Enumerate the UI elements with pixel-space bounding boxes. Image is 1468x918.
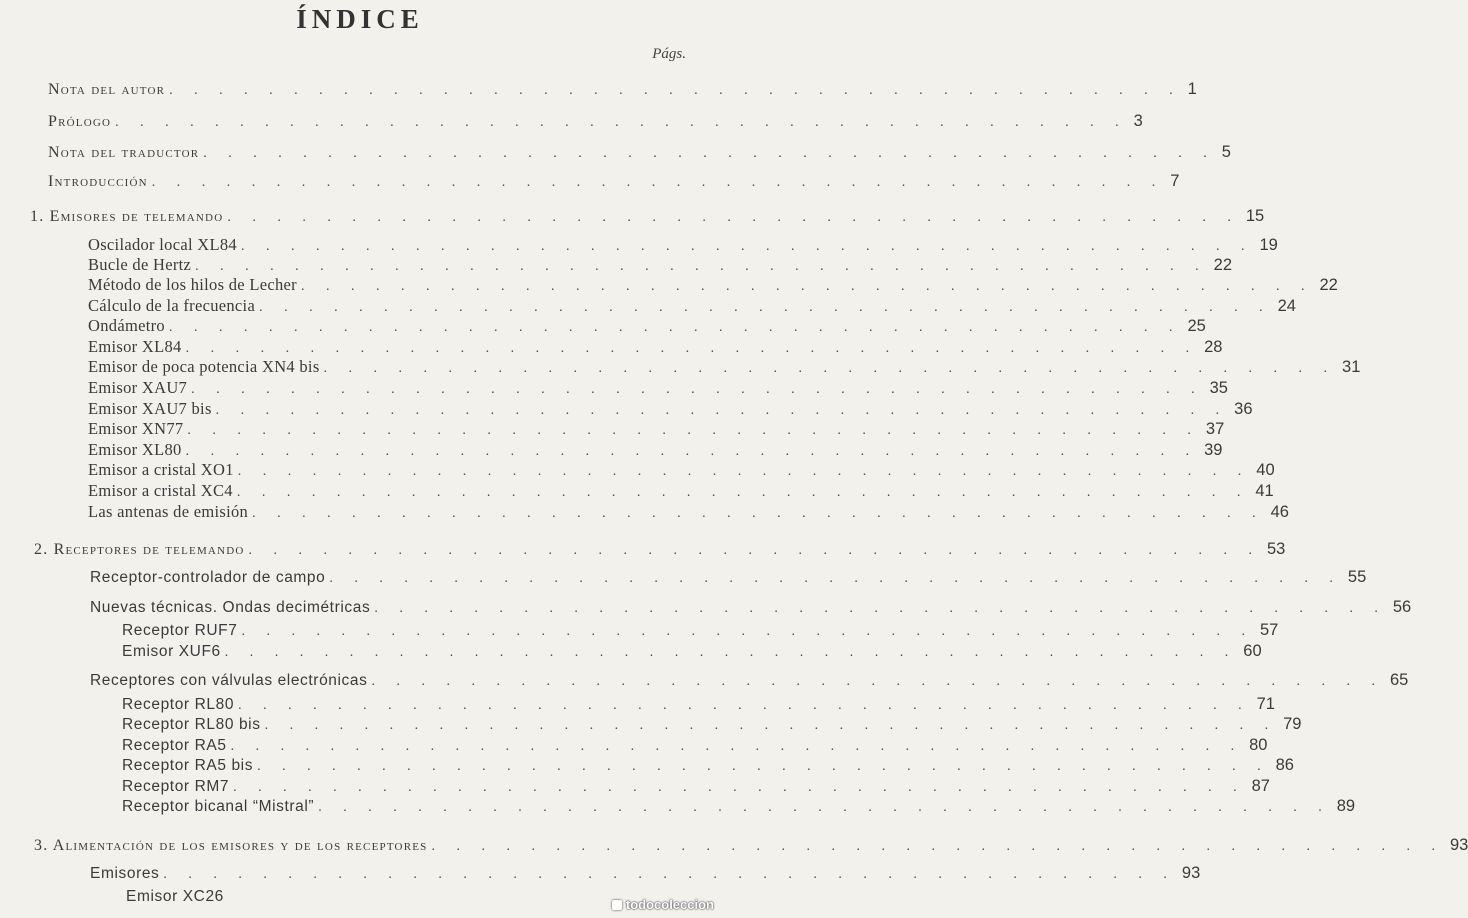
toc-entry <box>88 275 1338 297</box>
toc-entry-label: Las antenas de emisión <box>88 502 249 521</box>
toc-entry-page: 65 <box>1389 671 1409 689</box>
leader-dots: . . . . . . . . . . . . . . . . . . . . . . . . . . . . . . . . . . . . . . . . . <box>195 259 1208 274</box>
toc-entry-page: 57 <box>1259 621 1279 639</box>
toc-entry-label: Cálculo de la frecuencia <box>88 296 256 315</box>
toc-entry-label: Método de los hilos de Lecher <box>88 275 297 294</box>
toc-entry <box>90 864 1201 886</box>
toc-entry-label: Oscilador local XL84 <box>88 235 237 254</box>
toc-entry-label: Receptor RUF7 <box>122 622 238 639</box>
toc-entry-page: 3 <box>1133 112 1143 130</box>
toc-entry-page: 28 <box>1204 338 1223 356</box>
toc-entry-page: 35 <box>1209 379 1228 397</box>
leader-dots: . . . . . . . . . . . . . . . . . . . . . . . . . . . . . . . . . . . . . . . . . <box>203 146 1216 161</box>
toc-entry <box>48 80 1197 102</box>
toc-entry-page: 89 <box>1336 797 1356 815</box>
leader-dots: . . . . . . . . . . . . . . . . . . . . . . . . . . . . . . . . . . . . . . . . . <box>371 674 1384 689</box>
leader-dots: . . . . . . . . . . . . . . . . . . . . . . . . . . . . . . . . . . . . . . . . . <box>151 175 1165 190</box>
toc-entry <box>122 777 1270 799</box>
toc-chapter <box>34 540 1286 562</box>
pages-column-header: Págs. <box>652 46 686 62</box>
toc-entry <box>122 797 1356 819</box>
leader-dots: . . . . . . . . . . . . . . . . . . . . . . . . . . . . . . . . . . . . . . . . . <box>300 279 1314 294</box>
leader-dots: . . . . . . . . . . . . . . . . . . . . . . . . . . . . . . . . . . . . . . . . . <box>238 698 1251 713</box>
leader-dots: . . . . . . . . . . . . . . . . . . . . . . . . . . . . . . . . . . . . . . . . . <box>215 403 1229 418</box>
toc-entry-label: Receptor bicanal “Mistral” <box>122 798 315 815</box>
toc-entry-page: 19 <box>1259 236 1278 254</box>
logo-icon <box>612 900 622 910</box>
toc-entry-page: 24 <box>1277 297 1296 315</box>
toc-entry-label: 1. Emisores de telemando <box>30 208 224 225</box>
leader-dots: . . . . . . . . . . . . . . . . . . . . . . . . . . . . . . . . . . . . . . . . . <box>185 341 1199 356</box>
toc-entry <box>48 112 1143 134</box>
toc-entry-label: 2. Receptores de telemando <box>34 541 245 558</box>
toc-entry-page: 46 <box>1270 503 1289 521</box>
toc-entry <box>90 671 1409 693</box>
toc-entry <box>88 296 1296 318</box>
toc-entry <box>88 502 1289 524</box>
toc-entry-label: Receptor RM7 <box>122 778 230 795</box>
leader-dots: . . . . . . . . . . . . . . . . . . . . . . . . . . . . . . . . . . . . . . . . . <box>248 543 1261 558</box>
toc-entry-label: Emisor XC26 <box>126 888 224 905</box>
toc-entry-page: 41 <box>1255 482 1274 500</box>
toc-chapter <box>34 836 1468 858</box>
toc-entry <box>88 357 1361 379</box>
toc-entry-page: 53 <box>1267 540 1286 558</box>
toc-entry-page: 37 <box>1205 420 1225 438</box>
leader-dots: . . . . . . . . . . . . . . . . . . . . . . . . . . . . . . . . . . . . . . . . . <box>191 382 1204 397</box>
toc-entry <box>122 715 1302 737</box>
leader-dots: . . . . . . . . . . . . . . . . . . . . . . . . . . . . . . . . . . . . . . . . . <box>227 210 1240 225</box>
toc-entry-label: Emisor XUF6 <box>122 643 221 660</box>
leader-dots: . . . . . . . . . . . . . . . . . . . . . . . . . . . . . . . . . . . . . . . . . <box>236 485 1250 500</box>
watermark <box>612 897 714 912</box>
toc-entry <box>48 143 1231 165</box>
toc-entry-label: Emisor a cristal XC4 <box>88 481 233 500</box>
toc-entry <box>122 642 1262 664</box>
toc-entry <box>88 481 1274 503</box>
toc-entry-label: Prólogo <box>48 113 112 130</box>
watermark-text: todocoleccion <box>625 897 714 912</box>
toc-entry <box>88 255 1233 277</box>
toc-entry <box>88 316 1206 338</box>
toc-entry-label: Emisor XN77 <box>88 419 184 438</box>
toc-entry-label: Ondámetro <box>88 316 165 335</box>
toc-entry <box>122 756 1294 778</box>
toc-entry-page: 7 <box>1170 172 1180 190</box>
toc-entry-page: 60 <box>1243 642 1262 660</box>
toc-entry <box>90 568 1367 590</box>
toc-entry-label: Emisor XAU7 <box>88 378 188 397</box>
leader-dots: . . . . . . . . . . . . . . . . . . . . . . . . . . . . . . . . . . . . . . . . . <box>431 839 1444 854</box>
toc-entry <box>88 378 1228 400</box>
toc-entry <box>88 235 1278 257</box>
leader-dots: . . . . . . . . . . . . . . . . . . . . . . . . . . . . . . . . . . . . . . . . . <box>374 601 1387 616</box>
toc-entry-label: Emisor XAU7 bis <box>88 399 212 418</box>
leader-dots: . . . . . . . . . . . . . . . . . . . . . . . . . . . . . . . . . . . . . . . . . <box>241 624 1254 639</box>
toc-entry-page: 22 <box>1319 276 1338 294</box>
toc-entry <box>122 621 1279 643</box>
toc-entry-label: Nota del autor <box>48 81 166 98</box>
toc-entry-label: Emisor a cristal XO1 <box>88 460 234 479</box>
leader-dots: . . . . . . . . . . . . . . . . . . . . . . . . . . . . . . . . . . . . . . . . . <box>259 300 1272 315</box>
toc-entry-page: 79 <box>1283 715 1302 733</box>
toc-entry-label: Nota del traductor <box>48 144 200 161</box>
toc-entry-label: Emisor XL84 <box>88 337 182 356</box>
toc-entry <box>88 440 1223 462</box>
leader-dots: . . . . . . . . . . . . . . . . . . . . . . . . . . . . . . . . . . . . . . . . . <box>233 780 1246 795</box>
toc-entry-page: 36 <box>1234 400 1253 418</box>
toc-entry <box>122 695 1275 717</box>
toc-entry-page: 31 <box>1342 358 1361 376</box>
toc-entry <box>48 172 1180 194</box>
toc-entry <box>90 598 1412 620</box>
toc-entry <box>88 399 1253 421</box>
toc-entry-page: 71 <box>1256 695 1275 713</box>
leader-dots: . . . . . . . . . . . . . . . . . . . . . . . . . . . . . . . . . . . . . . . . . <box>169 83 1182 98</box>
leader-dots: . . . . . . . . . . . . . . . . . . . . . . . . . . . . . . . . . . . . . . . . . <box>329 571 1342 586</box>
toc-entry-page: 93 <box>1449 836 1468 854</box>
toc-entry-page: 22 <box>1213 256 1233 274</box>
toc-entry-label: Emisor de poca potencia XN4 bis <box>88 357 320 376</box>
toc-entry-page: 93 <box>1181 864 1201 882</box>
leader-dots: . . . . . . . . . . . . . . . . . . . . . . . . . . . . . . . . . . . . . . . . . <box>168 320 1182 335</box>
toc-entry-page: 86 <box>1275 756 1294 774</box>
toc-entry-label: Receptor RA5 <box>122 737 227 754</box>
toc-entry-page: 80 <box>1249 736 1268 754</box>
leader-dots: . . . . . . . . . . . . . . . . . . . . . . . . . . . . . . . . . . . . . . . . . <box>257 759 1270 774</box>
toc-entry-label: Receptor-controlador de campo <box>90 569 326 586</box>
toc-entry-label: Nuevas técnicas. Ondas decimétricas <box>90 599 371 616</box>
toc-entry <box>88 337 1223 359</box>
leader-dots: . . . . . . . . . . . . . . . . . . . . . . . . . . . . . . . . . . . . . . . . . <box>115 115 1128 130</box>
leader-dots: . . . . . . . . . . . . . . . . . . . . . . . . . . . . . . . . . . . . . . . . . <box>264 718 1278 733</box>
toc-entry <box>88 419 1225 441</box>
leader-dots: . . . . . . . . . . . . . . . . . . . . . . . . . . . . . . . . . . . . . . . . . <box>230 739 1244 754</box>
leader-dots: . . . . . . . . . . . . . . . . . . . . . . . . . . . . . . . . . . . . . . . . . <box>240 239 1254 254</box>
toc-entry-page: 39 <box>1204 441 1223 459</box>
toc-entry-page: 25 <box>1187 317 1206 335</box>
leader-dots: . . . . . . . . . . . . . . . . . . . . . . . . . . . . . . . . . . . . . . . . . <box>323 361 1337 376</box>
toc-entry-label: Emisores <box>90 865 160 882</box>
toc-entry <box>122 736 1268 758</box>
toc-entry-label: Receptor RL80 <box>122 696 235 713</box>
toc-entry <box>88 460 1275 482</box>
toc-entry-page: 55 <box>1347 568 1367 586</box>
toc-entry-label: Receptor RA5 bis <box>122 757 254 774</box>
leader-dots: . . . . . . . . . . . . . . . . . . . . . . . . . . . . . . . . . . . . . . . . . <box>318 800 1331 815</box>
leader-dots: . . . . . . . . . . . . . . . . . . . . . . . . . . . . . . . . . . . . . . . . . <box>224 645 1238 660</box>
leader-dots: . . . . . . . . . . . . . . . . . . . . . . . . . . . . . . . . . . . . . . . . . <box>252 506 1265 521</box>
toc-entry-page: 40 <box>1256 461 1275 479</box>
toc-chapter <box>30 207 1265 229</box>
toc-entry-label: Receptor RL80 bis <box>122 716 261 733</box>
page-title: ÍNDICE <box>296 4 424 34</box>
toc-entry-page: 15 <box>1245 207 1265 225</box>
leader-dots: . . . . . . . . . . . . . . . . . . . . . . . . . . . . . . . . . . . . . . . . . <box>163 867 1176 882</box>
toc-entry-label: Receptores con válvulas electrónicas <box>90 672 368 689</box>
toc-entry-label: Bucle de Hertz <box>88 255 192 274</box>
leader-dots: . . . . . . . . . . . . . . . . . . . . . . . . . . . . . . . . . . . . . . . . . <box>237 464 1251 479</box>
toc-entry-label: Emisor XL80 <box>88 440 182 459</box>
leader-dots: . . . . . . . . . . . . . . . . . . . . . . . . . . . . . . . . . . . . . . . . . <box>185 444 1199 459</box>
toc-entry-page: 87 <box>1251 777 1270 795</box>
leader-dots: . . . . . . . . . . . . . . . . . . . . . . . . . . . . . . . . . . . . . . . . . <box>187 423 1200 438</box>
toc-entry-page: 1 <box>1187 80 1197 98</box>
toc-entry-label: Introducción <box>48 173 148 190</box>
toc-entry <box>126 888 426 910</box>
toc-entry-page: 5 <box>1221 143 1231 161</box>
toc-entry-label: 3. Alimentación de los emisores y de los receptores <box>34 837 428 854</box>
toc-entry-page: 56 <box>1392 598 1412 616</box>
